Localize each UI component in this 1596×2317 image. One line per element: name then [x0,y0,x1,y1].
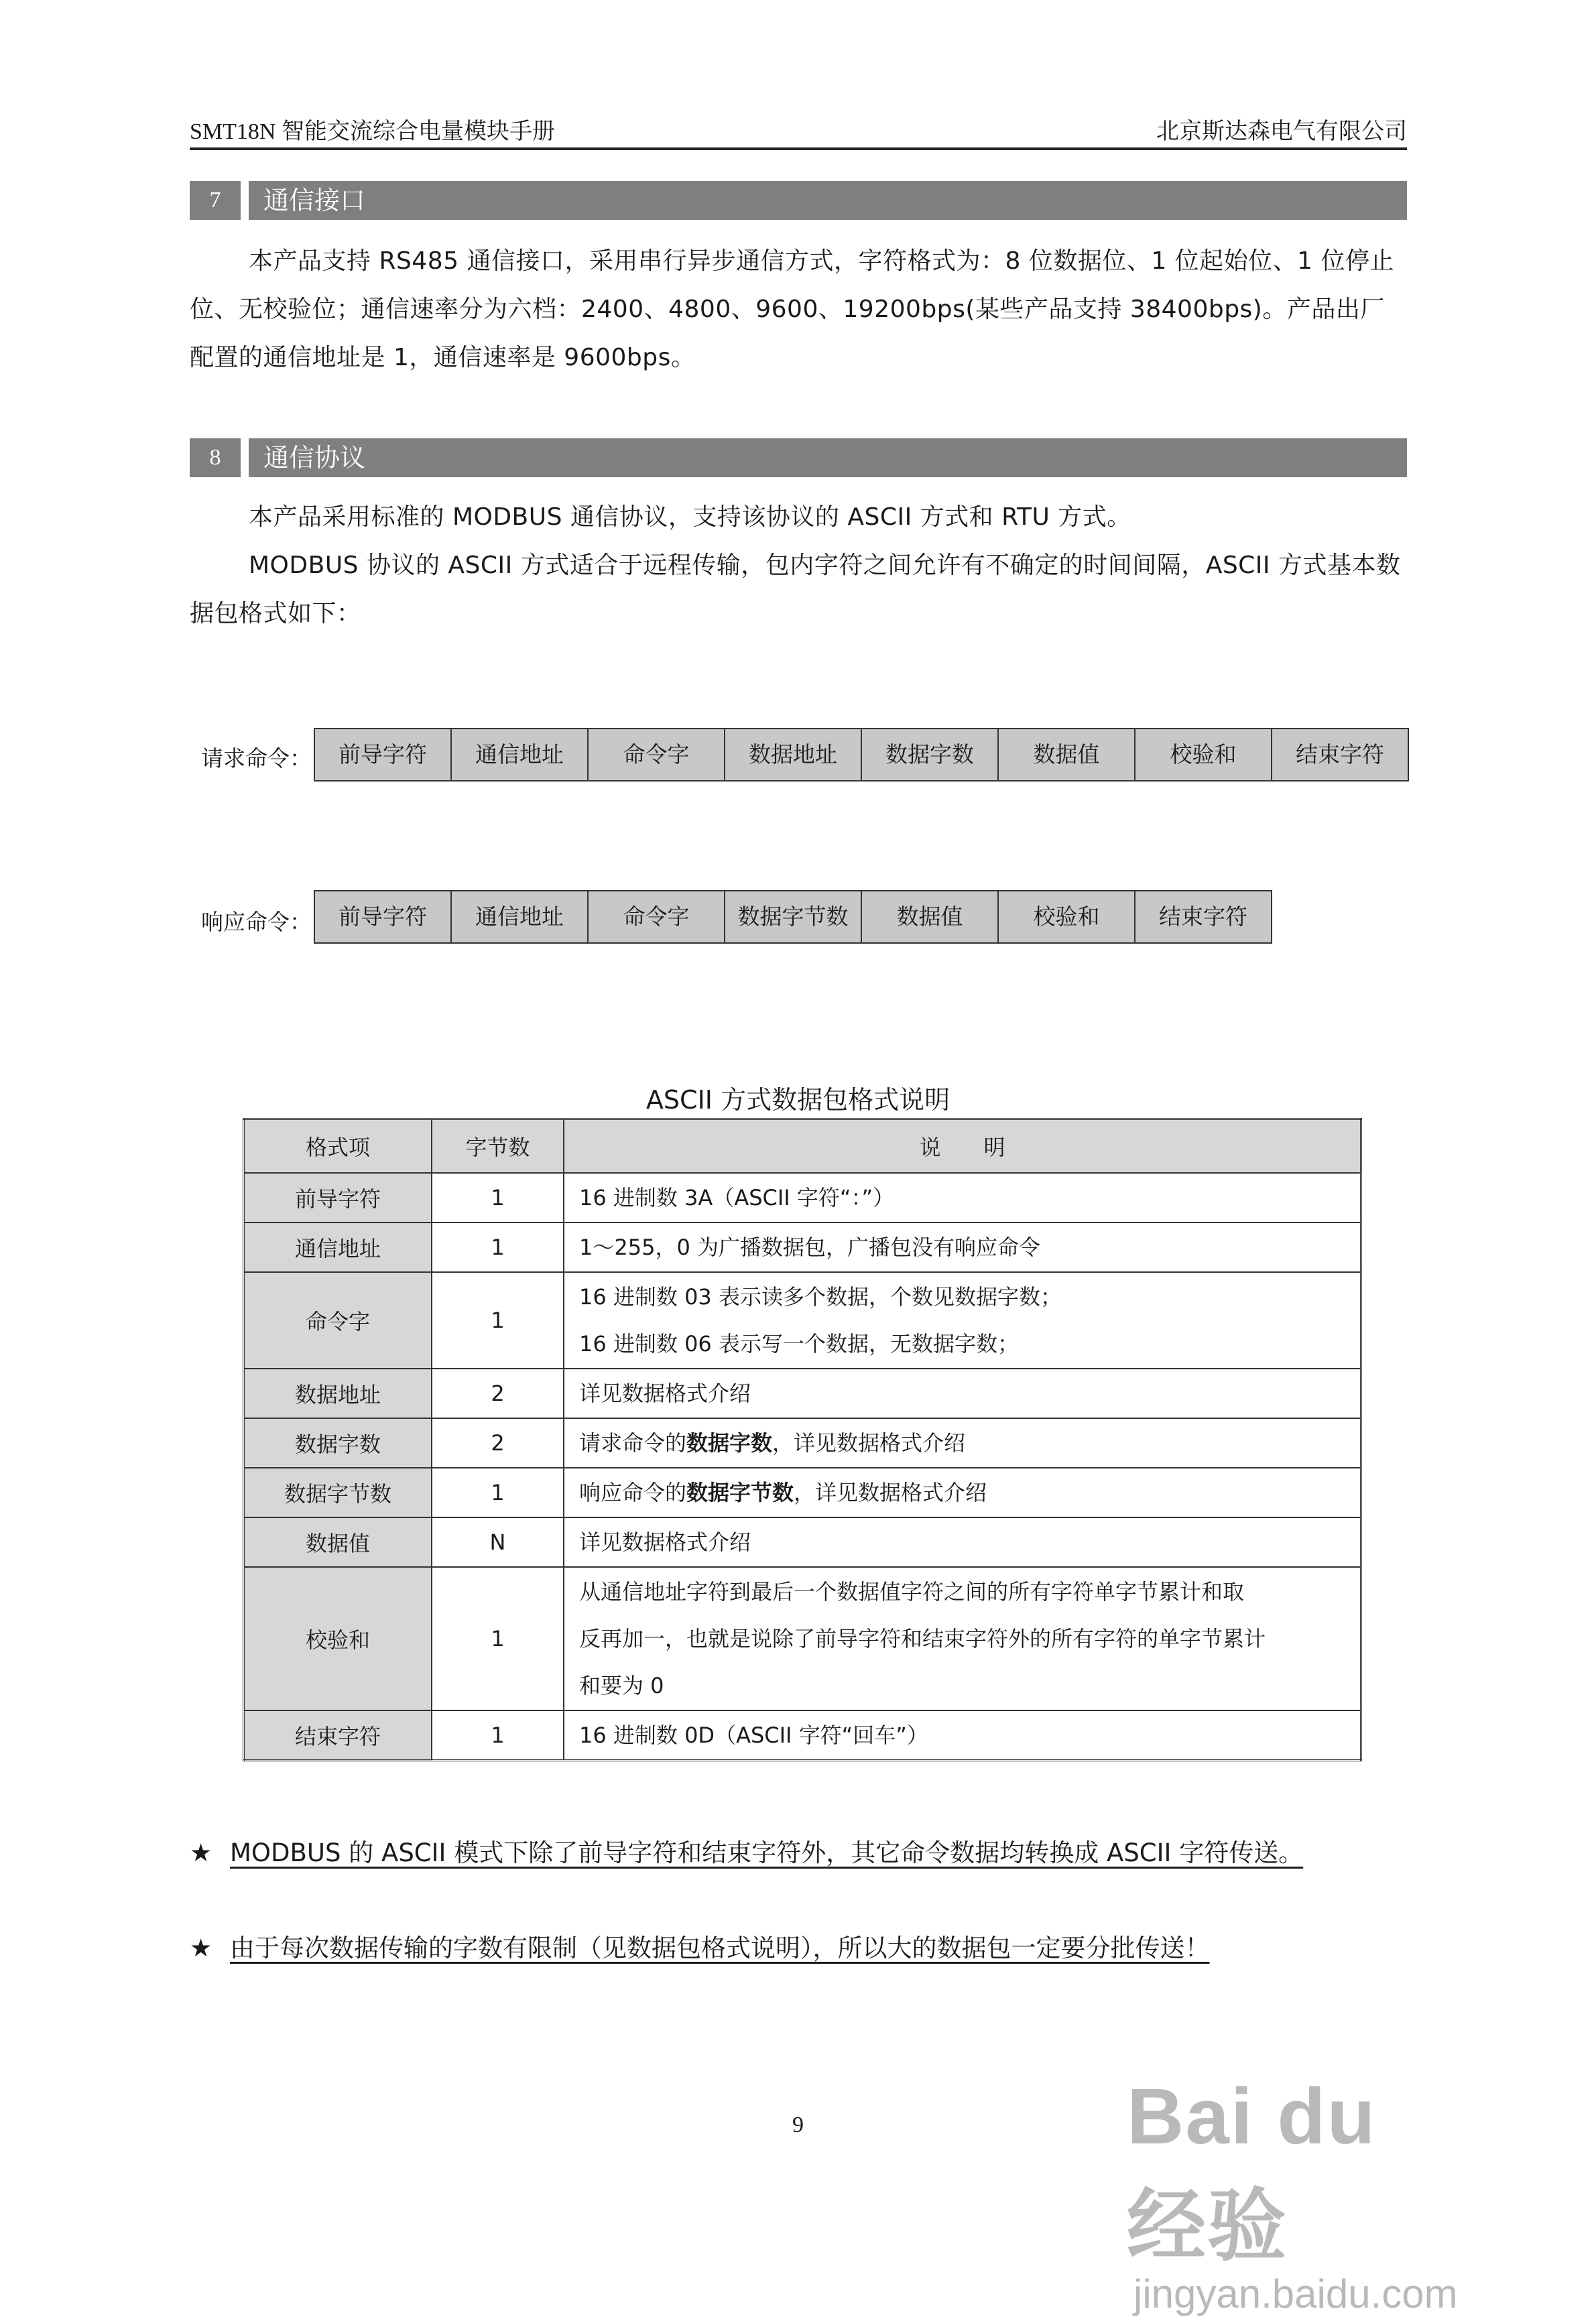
table-row [244,1272,1361,1369]
format-item: 命令字 [244,1272,432,1369]
table-row [244,1173,1361,1223]
request-command-label: 请求命令： [201,745,312,771]
response-field: 前导字符 [314,890,452,944]
header-company: 北京斯达森电气有限公司 [1156,118,1407,145]
format-item: 数据值 [244,1517,432,1567]
table-header: 字节数 [432,1119,564,1174]
table-row [244,1468,1361,1517]
table-header-row [244,1119,1361,1174]
table-row [244,1369,1361,1418]
byte-count: 1 [432,1710,564,1761]
byte-count: 2 [432,1418,564,1468]
table-row [244,1418,1361,1468]
star-icon: ★ [190,1838,212,1867]
description: 16 进制数 3A（ASCII 字符“：”） [564,1173,1361,1223]
note-batch-transfer [190,1928,1407,1964]
request-field: 结束字符 [1271,728,1409,781]
response-field: 命令字 [587,890,725,944]
table-row [244,1517,1361,1567]
description [564,1418,1361,1468]
format-item: 通信地址 [244,1223,432,1272]
description: 16 进制数 0D（ASCII 字符“回车”） [564,1710,1361,1761]
watermark-logo: Bai du 经验 [1127,2072,1377,2271]
packet-format-table [243,1118,1362,1761]
description-text: ，详见数据格式介绍 [772,1430,966,1456]
description-text: 请求命令的 [579,1430,687,1456]
byte-count: 1 [432,1173,564,1223]
description-line: 16 进制数 03 表示读多个数据，个数见数据字数； [579,1284,1062,1310]
section-number: 7 [190,181,241,220]
response-field: 数据字节数 [724,890,862,944]
response-field: 数据值 [861,890,999,944]
section-title: 通信接口 [249,181,1407,220]
description [564,1567,1361,1710]
description-text: 响应命令的 [579,1480,687,1505]
description: 1～255，0 为广播数据包，广播包没有响应命令 [564,1223,1361,1272]
star-icon: ★ [190,1934,212,1962]
format-item: 校验和 [244,1567,432,1710]
byte-count: N [432,1517,564,1567]
description-line: 16 进制数 06 表示写一个数据，无数据字数； [579,1331,1019,1357]
table-row [244,1710,1361,1761]
format-item: 数据字节数 [244,1468,432,1517]
byte-count: 1 [432,1567,564,1710]
header-divider [190,147,1407,150]
request-field: 数据字数 [861,728,999,781]
description [564,1468,1361,1517]
format-item: 结束字符 [244,1710,432,1761]
description-line: 反再加一，也就是说除了前导字符和结束字符外的所有字符的单字节累计 [579,1626,1266,1651]
response-command-frame [315,890,1272,944]
section-8-heading [190,438,1407,477]
watermark-url: jingyan.baidu.com [1133,2271,1458,2316]
byte-count: 2 [432,1369,564,1418]
description-emphasis: 数据字节数 [686,1480,794,1505]
section-7-paragraph: 本产品支持 RS485 通信接口，采用串行异步通信方式，字符格式为：8 位数据位、1 位起始位、1 位停止位、无校验位；通信速率分为六档：2400、4800、9600、19200bps(某些产品支持 38400bps)。产品出厂配置的通信地址是 1，通信速率是 9600bps。 [190,247,1395,371]
section-number: 8 [190,438,241,477]
description [564,1272,1361,1369]
response-field: 通信地址 [450,890,589,944]
header-title: SMT18N 智能交流综合电量模块手册 [190,119,555,144]
note-text: MODBUS 的 ASCII 模式下除了前导字符和结束字符外，其它命令数据均转换成 ASCII 字符传送。 [230,1838,1304,1867]
request-field: 校验和 [1134,728,1272,781]
description: 详见数据格式介绍 [564,1369,1361,1418]
format-item: 数据字数 [244,1418,432,1468]
note-ascii-conversion [190,1832,1407,1869]
description-line: 从通信地址字符到最后一个数据值字符之间的所有字符单字节累计和取 [579,1579,1245,1605]
byte-count: 1 [432,1468,564,1517]
format-item: 前导字符 [244,1173,432,1223]
request-command-frame [315,728,1409,781]
request-field: 数据值 [997,728,1135,781]
baidu-jingyan-watermark [1127,2071,1475,2316]
note-text: 由于每次数据传输的字数有限制（见数据包格式说明），所以大的数据包一定要分批传送！ [230,1934,1210,1962]
description-text: ，详见数据格式介绍 [794,1480,987,1505]
description: 详见数据格式介绍 [564,1517,1361,1567]
request-field: 数据地址 [724,728,862,781]
table-row [244,1567,1361,1710]
description-emphasis: 数据字数 [686,1430,773,1456]
response-command-label: 响应命令： [201,909,312,935]
byte-count: 1 [432,1223,564,1272]
section-title: 通信协议 [249,438,1407,477]
section-8-paragraph-2: MODBUS 协议的 ASCII 方式适合于远程传输，包内字符之间允许有不确定的时间间隔，ASCII 方式基本数据包格式如下： [190,552,1401,627]
response-field: 校验和 [997,890,1135,944]
section-7-heading [190,181,1407,220]
section-8-paragraph-1: 本产品采用标准的 MODBUS 通信协议，支持该协议的 ASCII 方式和 RTU 方式。 [249,503,1131,531]
page-number: 9 [792,2113,804,2137]
table-row [244,1223,1361,1272]
format-item: 数据地址 [244,1369,432,1418]
byte-count: 1 [432,1272,564,1369]
table-header: 说 明 [564,1119,1361,1174]
request-field: 命令字 [587,728,725,781]
response-field: 结束字符 [1134,890,1272,944]
table-header: 格式项 [244,1119,432,1174]
request-field: 通信地址 [450,728,589,781]
request-field: 前导字符 [314,728,452,781]
description-line: 和要为 0 [579,1673,664,1698]
table-title: ASCII 方式数据包格式说明 [646,1085,950,1115]
